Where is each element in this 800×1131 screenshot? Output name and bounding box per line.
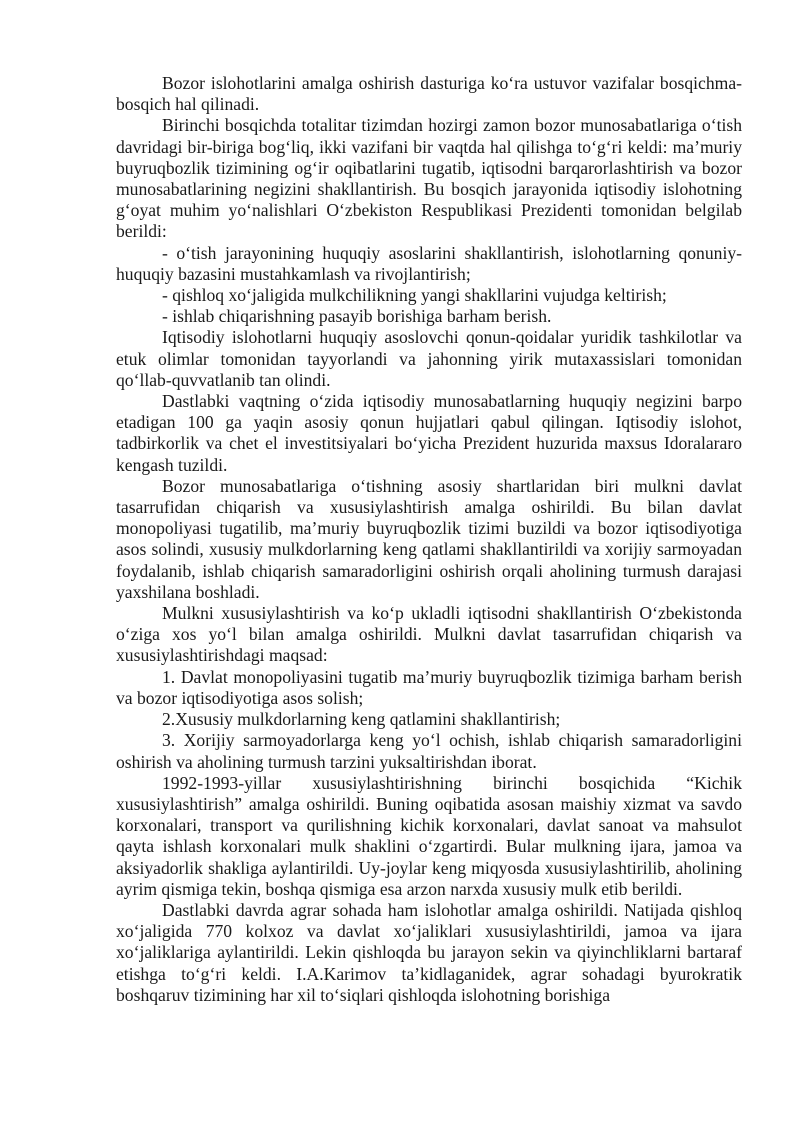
document-page	[116, 73, 742, 1006]
list-item-legal-basis: - o‘tish jarayonining huquqiy asoslarini shakllantirish, islohotlarning qonuniy-huquqiy bazasini mustahkamlash va rivojlantirish;	[116, 242, 742, 284]
numbered-item-1: 1. Davlat monopoliyasini tugatib ma’muriy buyruqbozlik tizimiga barham berish va bozor iqtisodiyotiga asos solish;	[116, 666, 742, 708]
numbered-item-3: 3. Xorijiy sarmoyadorlarga keng yo‘l ochish, ishlab chiqarish samaradorligini oshirish va aholining turmush tarzini yuksaltirishdan iborat.	[116, 730, 742, 772]
paragraph-first-stage: Birinchi bosqichda totalitar tizimdan hozirgi zamon bozor munosabatlariga o‘tish davridagi bir-biriga bog‘liq, ikki vazifani bir vaqtda hal qilishga to‘g‘ri keldi: ma’muriy buyruqbozlik tizimining og‘ir oqibatlarini tugatib, iqtisodni barqarorlashtirish va bozor munosabatlarining negizini shakllantirish. Bu bosqich jarayonida iqtisodiy islohotning g‘oyat muhim yo‘nalishlari O‘zbekiston Respublikasi Prezidenti tomonidan belgilab berildi:	[116, 115, 742, 242]
list-item-production: - ishlab chiqarishning pasayib borishiga barham berish.	[162, 306, 552, 327]
paragraph-intro: Bozor islohotlarini amalga oshirish dasturiga ko‘ra ustuvor vazifalar bosqichma-bosqich hal qilinadi.	[116, 73, 742, 115]
paragraph-legal-acts: Iqtisodiy islohotlarni huquqiy asoslovchi qonun-qoidalar yuridik tashkilotlar va etuk olimlar tomonidan tayyorlandi va jahonning yirik mutaxassislari tomonidan qo‘llab-quvvatlanib tan olindi.	[116, 327, 742, 390]
paragraph-uzbek-path: Mulkni xususiylashtirish va ko‘p ukladli iqtisodni shakllantirish O‘zbekistonda o‘ziga xos yo‘l bilan amalga oshirildi. Mulkni davlat tasarrufidan chiqarish va xususiylashtirishdagi maqsad:	[116, 603, 742, 666]
paragraph-laws-adopted: Dastlabki vaqtning o‘zida iqtisodiy munosabatlarning huquqiy negizini barpo etadigan 100 ga yaqin asosiy qonun hujjatlari qabul qilingan. Iqtisodiy islohot, tadbirkorlik va chet el investitsiyalari bo‘yicha Prezident huzurida maxsus Idoralararo kengash tuzildi.	[116, 391, 742, 475]
paragraph-agrarian-reforms: Dastlabki davrda agrar sohada ham islohotlar amalga oshirildi. Natijada qishloq xo‘jaligida 770 kolxoz va davlat xo‘jaliklari xususiylashtirildi, jamoa va ijara xo‘jaliklariga aylantirildi. Lekin qishloqda bu jarayon sekin va qiyinchliklarni bartaraf etishga to‘g‘ri keldi. I.A.Karimov ta’kidlaganidek, agrar sohadagi byurokratik boshqaruv tizimining har xil to‘siqlari qishloqda islohotning borishiga	[116, 899, 742, 1005]
numbered-item-2: 2.Xususiy mulkdorlarning keng qatlamini shakllantirish;	[162, 709, 561, 730]
list-item-agriculture: - qishloq xo‘jaligida mulkchilikning yangi shakllarini vujudga keltirish;	[162, 285, 667, 306]
paragraph-privatization: Bozor munosabatlariga o‘tishning asosiy shartlaridan biri mulkni davlat tasarrufidan chiqarish va xususiylashtirish amalga oshirildi. Bu bilan davlat monopoliyasi tugatilib, ma’muriy buyruqbozlik tizimi buzildi va bozor iqtisodiyotiga asos solindi, xususiy mulkdorlarning keng qatlami shakllantirildi va xorijiy sarmoyadan foydalanib, ishlab chiqarish samaradorligini oshirish orqali aholining turmush darajasi yaxshilana boshladi.	[116, 475, 742, 602]
paragraph-small-privatization: 1992-1993-yillar xususiylashtirishning birinchi bosqichida “Kichik xususiylashtirish” amalga oshirildi. Buning oqibatida asosan maishiy xizmat va savdo korxonalari, transport va qurilishning kichik korxonalari, davlat sanoat va mahsulot qayta ishlash korxonalari mulk shaklini o‘zgartirdi. Bular mulkning ijara, jamoa va aksiyadorlik shakliga aylantirildi. Uy-joylar keng miqyosda xususiylashtirilib, aholining ayrim qismiga tekin, boshqa qismiga esa arzon narxda xususiy mulk etib berildi.	[116, 772, 742, 899]
